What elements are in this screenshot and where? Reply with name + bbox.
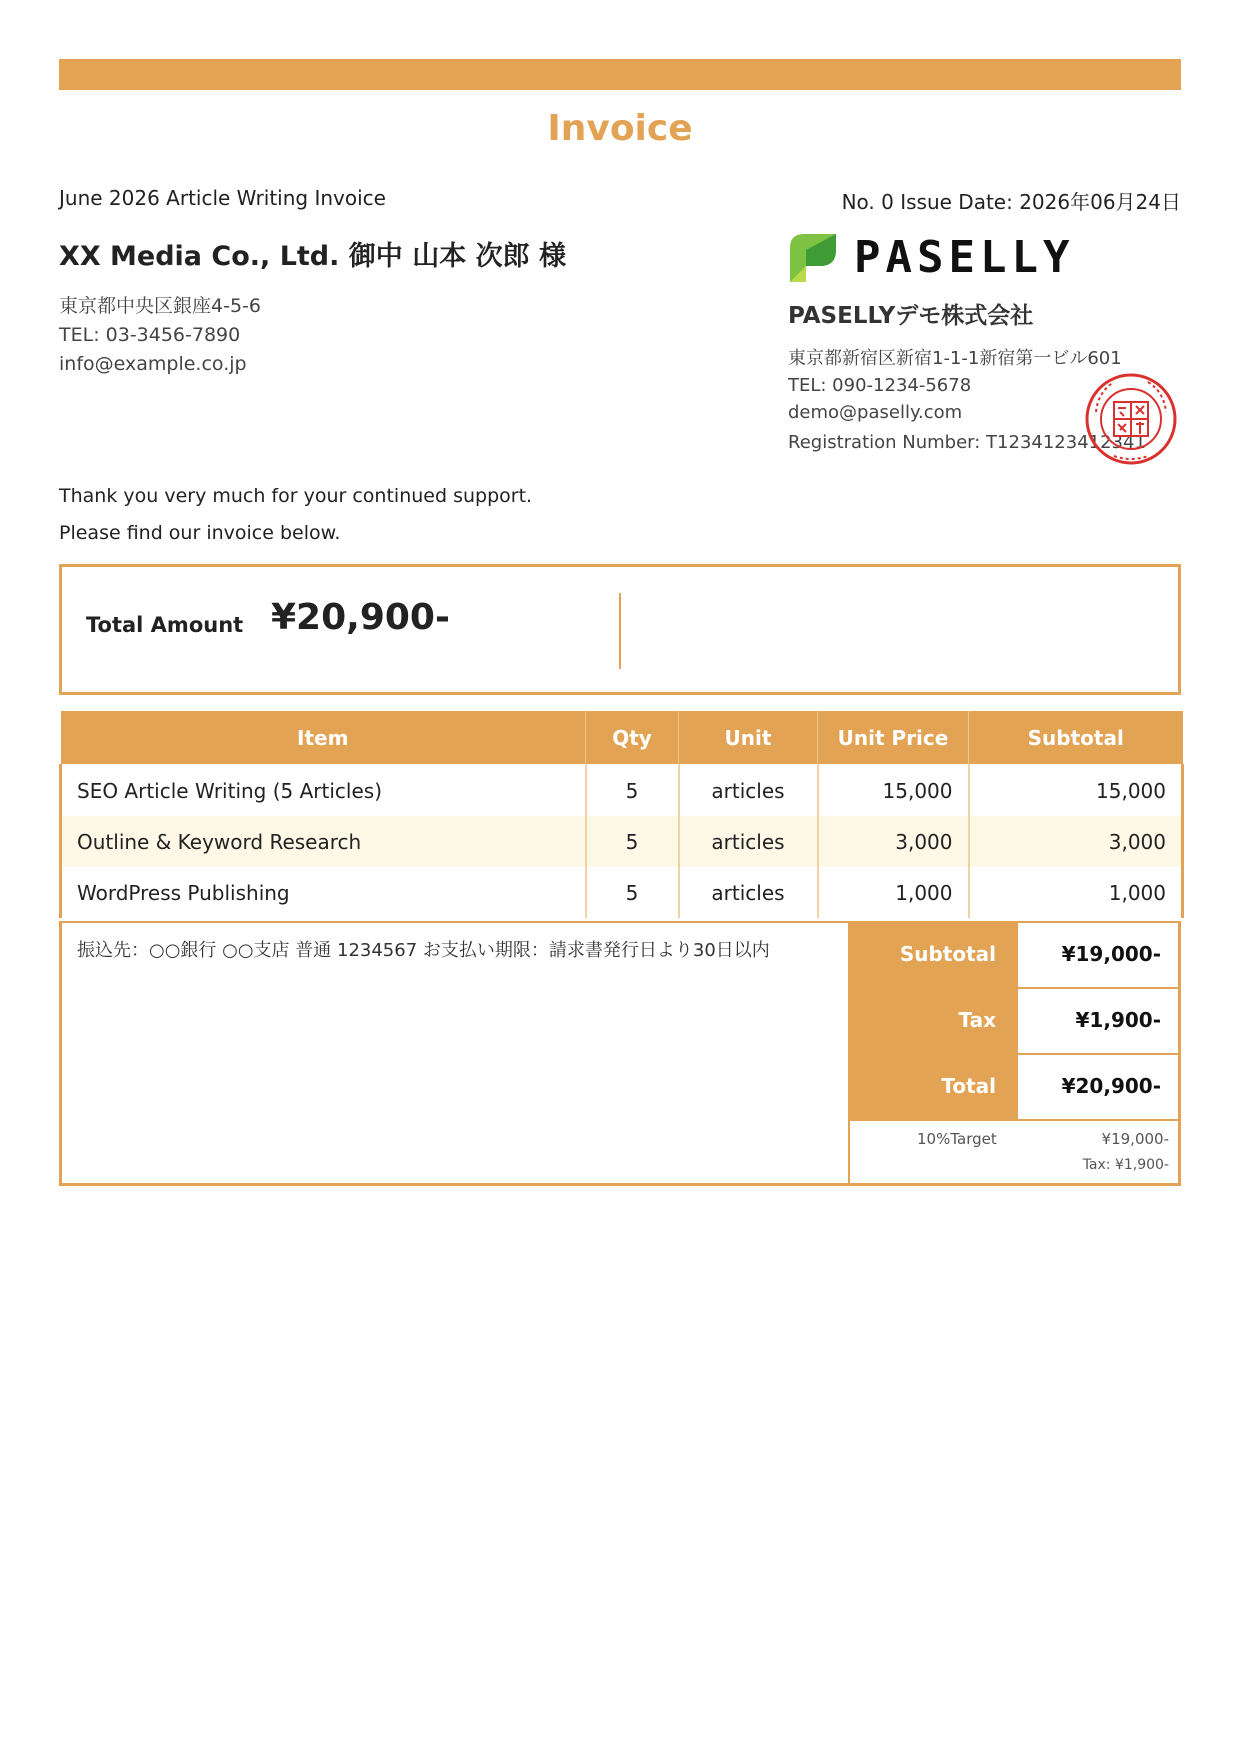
- table-row: [61, 867, 1183, 918]
- total-amount-box: [59, 564, 1181, 695]
- tax-target-label: 10%Target: [917, 1130, 997, 1148]
- company-seal-stamp: [1084, 372, 1178, 466]
- issuer-tel: TEL: 090-1234-5678: [788, 375, 972, 396]
- column-header-unit: Unit: [679, 711, 818, 765]
- cell-unit-price: 15,000: [818, 765, 969, 816]
- cell-unit: articles: [679, 765, 818, 816]
- cell-item: WordPress Publishing: [61, 867, 586, 918]
- table-row: [61, 816, 1183, 867]
- issuer-email: demo@paselly.com: [788, 402, 963, 423]
- totals-summary: [848, 923, 1181, 1183]
- cell-unit: articles: [679, 816, 818, 867]
- table-row: [61, 765, 1183, 816]
- column-header-subtotal: Subtotal: [969, 711, 1183, 765]
- summary-tax-value: ¥1,900-: [1016, 989, 1181, 1055]
- greeting-line-1: Thank you very much for your continued support.: [59, 485, 533, 507]
- client-email: info@example.co.jp: [59, 353, 247, 375]
- bank-transfer-note: 振込先：○○銀行 ○○支店 普通 1234567 お支払い期限：請求書発行日より30日以内: [77, 940, 770, 961]
- invoice-subject: June 2026 Article Writing Invoice: [59, 186, 386, 210]
- invoice-number-date: No. 0 Issue Date: 2026年06月24日: [841, 190, 1181, 214]
- summary-row-total: [850, 1055, 1181, 1121]
- total-amount-label: Total Amount: [86, 613, 244, 637]
- cell-subtotal: 3,000: [969, 816, 1183, 867]
- cell-unit: articles: [679, 867, 818, 918]
- client-contact: [59, 292, 261, 379]
- cell-subtotal: 15,000: [969, 765, 1183, 816]
- summary-row-subtotal: [850, 923, 1181, 989]
- cell-qty: 5: [586, 816, 679, 867]
- cell-qty: 5: [586, 867, 679, 918]
- greeting-line-2: Please find our invoice below.: [59, 522, 341, 544]
- issuer-address: 東京都新宿区新宿1-1-1新宿第一ビル601: [788, 348, 1122, 369]
- issuer-contact: [788, 345, 1122, 426]
- client-tel: TEL: 03-3456-7890: [59, 324, 241, 346]
- logo-wordmark: PASELLY: [854, 232, 1075, 283]
- summary-row-tax: [850, 989, 1181, 1055]
- total-box-divider: [619, 593, 621, 669]
- cell-subtotal: 1,000: [1108, 880, 1166, 905]
- summary-tax-label: Tax: [850, 989, 1016, 1055]
- cell-item: Outline & Keyword Research: [61, 816, 586, 867]
- tax-breakdown: [850, 1121, 1181, 1183]
- summary-total-value: ¥20,900-: [1016, 1055, 1181, 1121]
- column-header-unit-price: Unit Price: [818, 711, 969, 765]
- company-logo: [788, 232, 1088, 284]
- summary-subtotal-label: Subtotal: [850, 923, 1016, 989]
- tax-target-value: ¥19,000-: [1101, 1130, 1169, 1148]
- issuer-name: PASELLYデモ株式会社: [788, 303, 1034, 329]
- client-name: XX Media Co., Ltd. 御中 山本 次郎 様: [59, 241, 566, 272]
- cell-item: SEO Article Writing (5 Articles): [61, 765, 586, 816]
- column-header-item: Item: [61, 711, 586, 765]
- column-header-qty: Qty: [586, 711, 679, 765]
- cell-unit-price: 1,000: [818, 867, 969, 918]
- cell-unit-price: 3,000: [818, 816, 969, 867]
- registration-number: Registration Number: T1234123412341: [788, 432, 1146, 453]
- table-header-row: [61, 711, 1183, 765]
- document-title: Invoice: [547, 108, 693, 149]
- cell-qty: 5: [586, 765, 679, 816]
- logo-leaf-icon: [788, 232, 838, 284]
- summary-total-label: Total: [850, 1055, 1016, 1121]
- summary-subtotal-value: ¥19,000-: [1016, 923, 1181, 989]
- tax-amount: Tax: ¥1,900-: [1082, 1157, 1169, 1173]
- greeting-text: [59, 478, 532, 552]
- line-items-table: [59, 711, 1184, 918]
- notes-and-summary-box: [59, 921, 1181, 1186]
- header-accent-bar: [59, 59, 1181, 90]
- total-amount-value: ¥20,900-: [271, 597, 450, 638]
- client-address: 東京都中央区銀座4-5-6: [59, 295, 261, 317]
